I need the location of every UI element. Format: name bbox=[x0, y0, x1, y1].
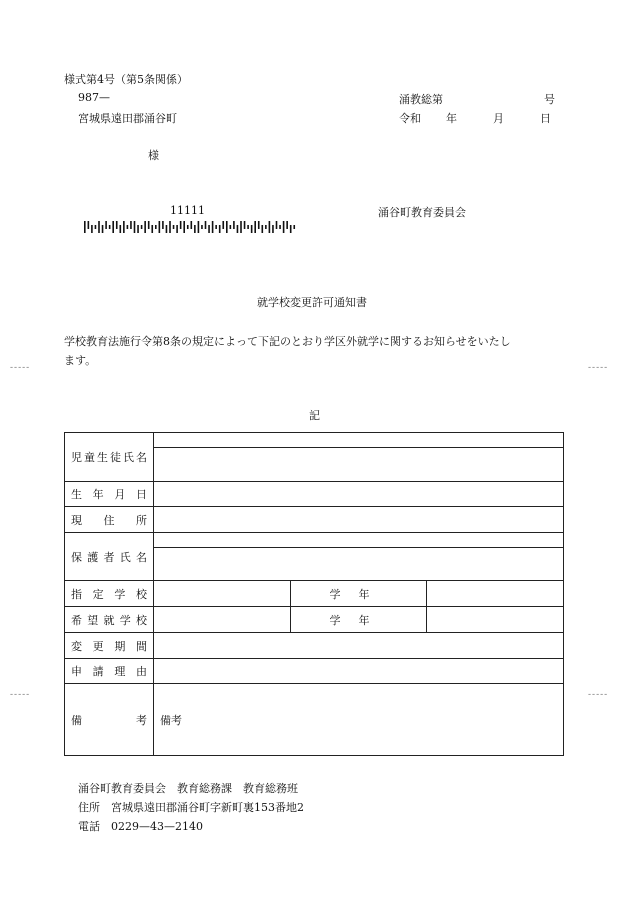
barcode-bar bbox=[183, 221, 185, 233]
barcode-bar bbox=[198, 221, 200, 233]
barcode-bar bbox=[237, 225, 239, 233]
record-table bbox=[64, 432, 564, 756]
desired-school-label: 希望就学校 bbox=[65, 607, 154, 633]
change-period-label: 変 更 期 間 bbox=[65, 633, 154, 659]
body-text-line-2: ます。 bbox=[64, 354, 97, 367]
barcode-bar bbox=[91, 225, 93, 233]
contact-phone: 電話 0229—43—2140 bbox=[78, 820, 203, 833]
barcode-bar bbox=[151, 225, 153, 233]
postal-barcode bbox=[84, 221, 298, 233]
designated-school-label: 指 定 学 校 bbox=[65, 581, 154, 607]
barcode-bar bbox=[286, 221, 288, 229]
guardian-name-label: 保護者氏名 bbox=[65, 533, 154, 581]
reason-label: 申 請 理 由 bbox=[65, 659, 154, 684]
barcode-bar bbox=[98, 221, 100, 233]
barcode-bar bbox=[258, 221, 260, 229]
barcode-bar bbox=[240, 221, 242, 233]
barcode-bar bbox=[169, 221, 171, 233]
fold-mark-right-bottom: ----- bbox=[588, 690, 609, 700]
barcode-bar bbox=[272, 225, 274, 233]
barcode-bar bbox=[148, 221, 150, 229]
fold-mark-right-top: ----- bbox=[588, 363, 609, 373]
current-address-label: 現 住 所 bbox=[65, 507, 154, 533]
barcode-bar bbox=[247, 225, 249, 229]
barcode-bar bbox=[102, 225, 104, 233]
change-period-cell bbox=[154, 633, 564, 659]
current-address-cell bbox=[154, 507, 564, 533]
ki-heading: 記 bbox=[309, 409, 320, 422]
barcode-bar bbox=[127, 225, 129, 229]
barcode-bar bbox=[137, 225, 139, 233]
barcode-bar bbox=[95, 225, 97, 229]
barcode-bar bbox=[176, 225, 178, 233]
fold-mark-left-bottom: ----- bbox=[10, 690, 31, 700]
barcode-bar bbox=[222, 221, 224, 229]
barcode-bar bbox=[262, 225, 264, 233]
barcode-bar bbox=[244, 221, 246, 229]
postal-code: 987— bbox=[78, 91, 110, 104]
guardian-name-furigana-cell bbox=[154, 533, 564, 548]
barcode-bar bbox=[215, 225, 217, 229]
barcode-bar bbox=[123, 221, 125, 233]
birthdate-label: 生 年 月 日 bbox=[65, 482, 154, 507]
barcode-bar bbox=[251, 225, 253, 233]
doc-number-suffix: 号 bbox=[544, 93, 555, 106]
barcode-bar bbox=[112, 221, 114, 233]
barcode-bar bbox=[279, 225, 281, 229]
date-year-label: 年 bbox=[446, 112, 457, 125]
designated-school-grade-cell bbox=[427, 581, 564, 607]
address-line: 宮城県遠田郡涌谷町 bbox=[78, 112, 177, 125]
barcode-bar bbox=[166, 225, 168, 233]
barcode-bar bbox=[84, 221, 86, 233]
honorific: 様 bbox=[148, 149, 159, 162]
barcode-bar bbox=[173, 225, 175, 229]
barcode-bar bbox=[191, 221, 193, 229]
barcode-bar bbox=[276, 221, 278, 229]
barcode-bar bbox=[180, 221, 182, 229]
barcode-bar bbox=[212, 221, 214, 233]
remarks-label: 備 考 bbox=[65, 684, 154, 756]
date-day-label: 日 bbox=[540, 112, 551, 125]
barcode-bar bbox=[162, 221, 164, 229]
barcode-bar bbox=[265, 225, 267, 229]
fold-mark-left-top: ----- bbox=[10, 363, 31, 373]
barcode-bar bbox=[254, 221, 256, 233]
student-name-cell bbox=[154, 448, 564, 482]
barcode-bar bbox=[208, 225, 210, 233]
remarks-cell: 備考 bbox=[154, 684, 564, 756]
barcode-bar bbox=[141, 225, 143, 229]
birthdate-cell bbox=[154, 482, 564, 507]
contact-address: 住所 宮城県遠田郡涌谷町字新町裏153番地2 bbox=[78, 801, 304, 814]
barcode-bar bbox=[233, 221, 235, 229]
barcode-bar bbox=[293, 225, 295, 229]
designated-school-cell bbox=[154, 581, 291, 607]
customer-number: 11111 bbox=[170, 204, 205, 217]
student-name-furigana-cell bbox=[154, 433, 564, 448]
desired-school-grade-cell bbox=[427, 607, 564, 633]
date-month-label: 月 bbox=[493, 112, 504, 125]
barcode-bar bbox=[130, 221, 132, 229]
barcode-bar bbox=[105, 221, 107, 229]
guardian-name-cell bbox=[154, 548, 564, 581]
document-title: 就学校変更許可通知書 bbox=[257, 296, 367, 309]
form-number: 様式第4号（第5条関係） bbox=[64, 73, 188, 86]
barcode-bar bbox=[134, 221, 136, 233]
barcode-bar bbox=[205, 221, 207, 229]
sender: 涌谷町教育委員会 bbox=[378, 206, 466, 219]
student-name-label: 児童生徒氏名 bbox=[65, 433, 154, 482]
date-era: 令和 bbox=[399, 112, 421, 125]
reason-cell bbox=[154, 659, 564, 684]
barcode-bar bbox=[283, 221, 285, 233]
contact-org: 涌谷町教育委員会 教育総務課 教育総務班 bbox=[78, 782, 298, 795]
barcode-bar bbox=[269, 221, 271, 233]
barcode-bar bbox=[116, 221, 118, 229]
barcode-bar bbox=[88, 221, 90, 229]
barcode-bar bbox=[194, 225, 196, 233]
barcode-bar bbox=[230, 225, 232, 229]
barcode-bar bbox=[109, 225, 111, 229]
barcode-bar bbox=[120, 225, 122, 233]
designated-school-grade-label: 学年 bbox=[290, 581, 427, 607]
barcode-bar bbox=[144, 221, 146, 233]
barcode-bar bbox=[159, 221, 161, 233]
barcode-bar bbox=[187, 225, 189, 229]
desired-school-cell bbox=[154, 607, 291, 633]
barcode-bar bbox=[219, 225, 221, 233]
desired-school-grade-label: 学年 bbox=[290, 607, 427, 633]
barcode-bar bbox=[155, 225, 157, 229]
barcode-bar bbox=[290, 225, 292, 233]
doc-number-prefix: 涌教総第 bbox=[399, 93, 443, 106]
barcode-bar bbox=[226, 221, 228, 233]
barcode-bar bbox=[201, 225, 203, 229]
body-text-line-1: 学校教育法施行令第8条の規定によって下記のとおり学区外就学に関するお知らせをいたし bbox=[64, 335, 511, 348]
